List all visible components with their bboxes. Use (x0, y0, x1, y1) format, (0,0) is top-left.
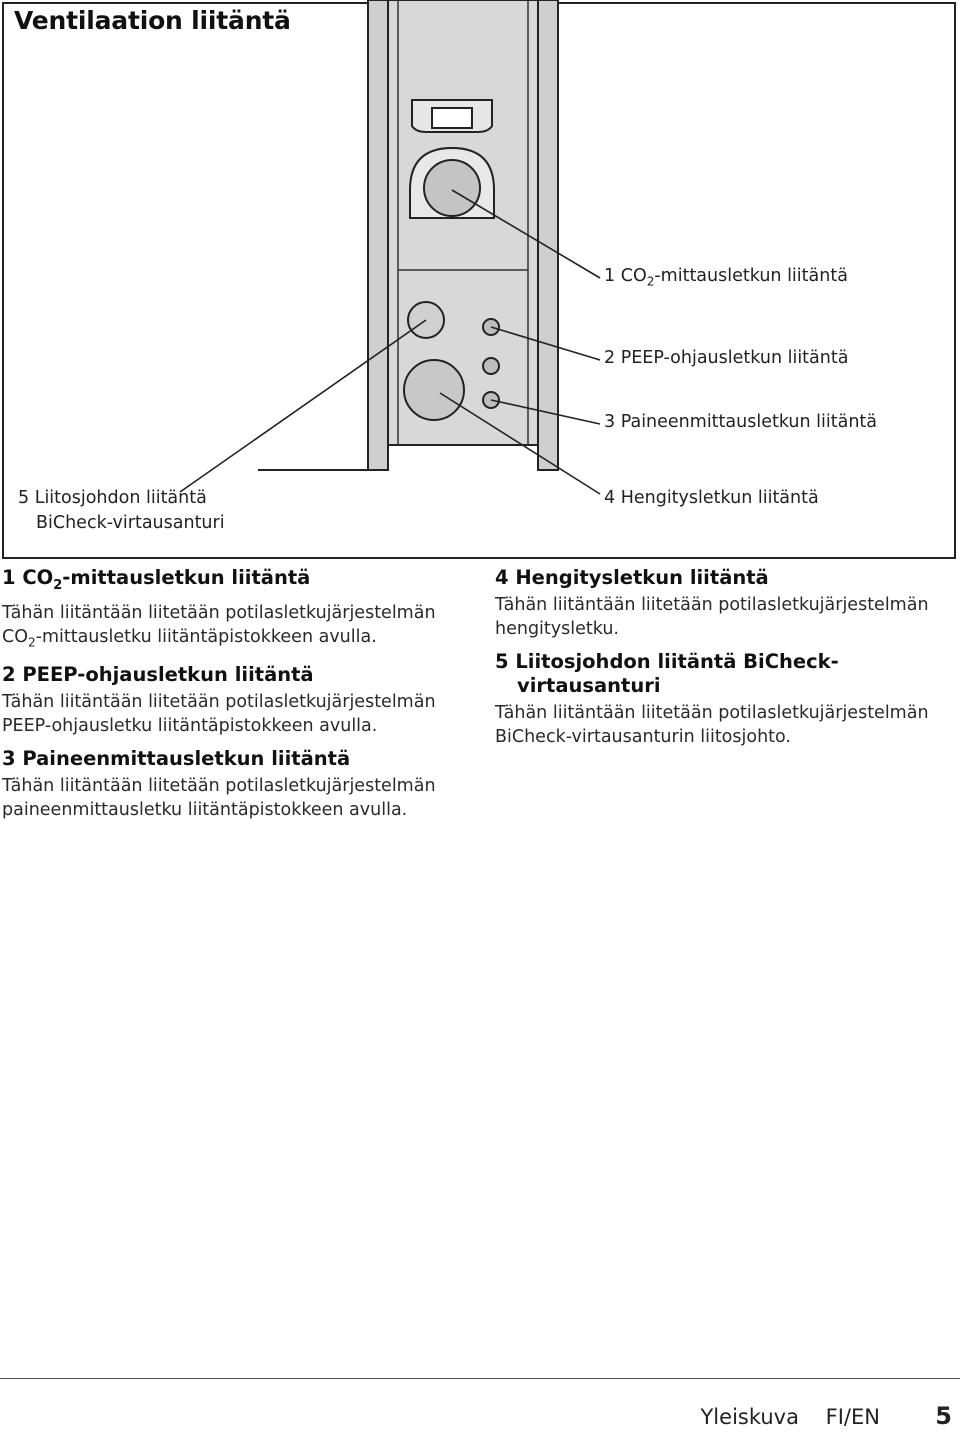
section-4-text: Tähän liitäntään liitetään potilasletkujärjestelmän hengitysletku. (495, 595, 929, 639)
right-column (495, 566, 957, 758)
section-5-text: Tähän liitäntään liitetään potilasletkujärjestelmän BiCheck-virtausanturin liitosjohto. (495, 703, 929, 747)
page-number: 5 (935, 1402, 952, 1430)
left-column (2, 566, 464, 831)
callout-3-pressure: 3 Paineenmittausletkun liitäntä (604, 412, 878, 432)
pressure-port-1 (483, 358, 499, 374)
callout-1-co2: 1 $CO_2$-mittausletkun liitäntä (604, 266, 848, 289)
section-2-text: Tähän liitäntään liitetään potilasletkujärjestelmän PEEP-ohjausletku liitäntäpistokkeen avulla. (2, 692, 436, 737)
section-2-heading: 2 PEEP-ohjausletkun liitäntä (2, 663, 314, 687)
callout-2-peep: 2 PEEP-ohjausletkun liitäntä (604, 348, 849, 368)
section-4-heading: 4 Hengitysletkun liitäntä (495, 566, 769, 589)
callout-5-line2: BiCheck-virtausanturi (36, 513, 225, 533)
callout-5-bicheck (18, 486, 225, 536)
callout-5-line1: 5 Liitosjohdon liitäntä (18, 488, 207, 508)
section-3-heading: 3 Paineenmittausletkun liitäntä (2, 747, 351, 771)
section-1-heading: 1 $CO_2$-mittausletkun liitäntä (2, 566, 311, 593)
footer-divider (0, 1378, 960, 1379)
callout-4-breathing: 4 Hengitysletkun liitäntä (604, 488, 819, 508)
section-1-text: Tähän liitäntään liitetään potilasletkujärjestelmän $CO_2$-mittausletku liitäntäpistokkeen avulla. (2, 602, 436, 650)
breathing-tube-port (404, 360, 464, 420)
footer-section-label: Yleiskuva FI/EN (700, 1405, 880, 1429)
display-window (412, 100, 492, 132)
section-3-text: Tähän liitäntään liitetään potilasletkujärjestelmän paineenmittausletku liitäntäpistokkeen avulla. (2, 776, 436, 821)
page-title: Ventilaation liitäntä (14, 6, 291, 35)
section-5-heading: 5 Liitosjohdon liitäntä BiCheck- virtausanturi (495, 650, 839, 697)
